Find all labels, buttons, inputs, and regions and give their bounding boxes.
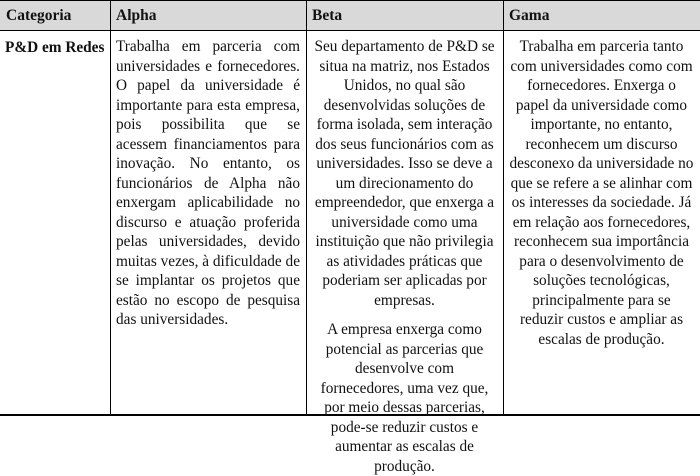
- alpha-text: Trabalha em parceria com universidades e fornecedores. O papel da universidade é importante para esta empresa, pois possibilita que se acessem financiamentos para inovação. No entanto, os funcionários de Alpha não enxergam aplicabilidade no discurso e atuação proferida pelas universidades, devido muitas vezes, à dificuldade de se implantar os projetos que estão no escopo de pesquisa das universidades.: [116, 38, 300, 328]
- header-categoria: Categoria: [6, 7, 72, 24]
- beta-paragraph-1: Seu departamento de P&D se situa na matriz, nos Estados Unidos, no qual são desenvolvidas soluções de forma isolada, sem interação dos seus funcionários com as universidades. Isso se deve a um direcionamento do empreendedor, que enxerga a universidade como uma instituição que não privilegia as atividades práticas que poderiam ser aplicadas por empresas.: [314, 38, 495, 309]
- header-alpha: Alpha: [116, 7, 157, 24]
- header-beta: Beta: [312, 7, 343, 24]
- gama-text: Trabalha em parceria tanto com universidades como com fornecedores. Enxerga o papel da universidade como importante, no entanto, reconhecem um discurso desconexo da universidade no que se refere a se alinhar com os interesses da sociedade. Já em relação aos fornecedores, reconhecem sua importância para o desenvolvimento de soluções tecnológicas, principalmente para se reduzir custos e ampliar as escalas de produção.: [509, 38, 694, 348]
- beta-paragraph-2: A empresa enxerga como potencial as parcerias que desenvolve com fornecedores, uma vez que, por meio dessas parcerias, pode-se reduzir custos e aumentar as escalas de produção.: [320, 321, 489, 475]
- table-header-row: [0, 1, 700, 31]
- beta-cell: [306, 31, 503, 475]
- row-category-cell: P&D em Redes: [5, 39, 105, 56]
- alpha-cell: [110, 31, 306, 415]
- gama-cell: [503, 31, 700, 415]
- header-gama: Gama: [509, 7, 550, 24]
